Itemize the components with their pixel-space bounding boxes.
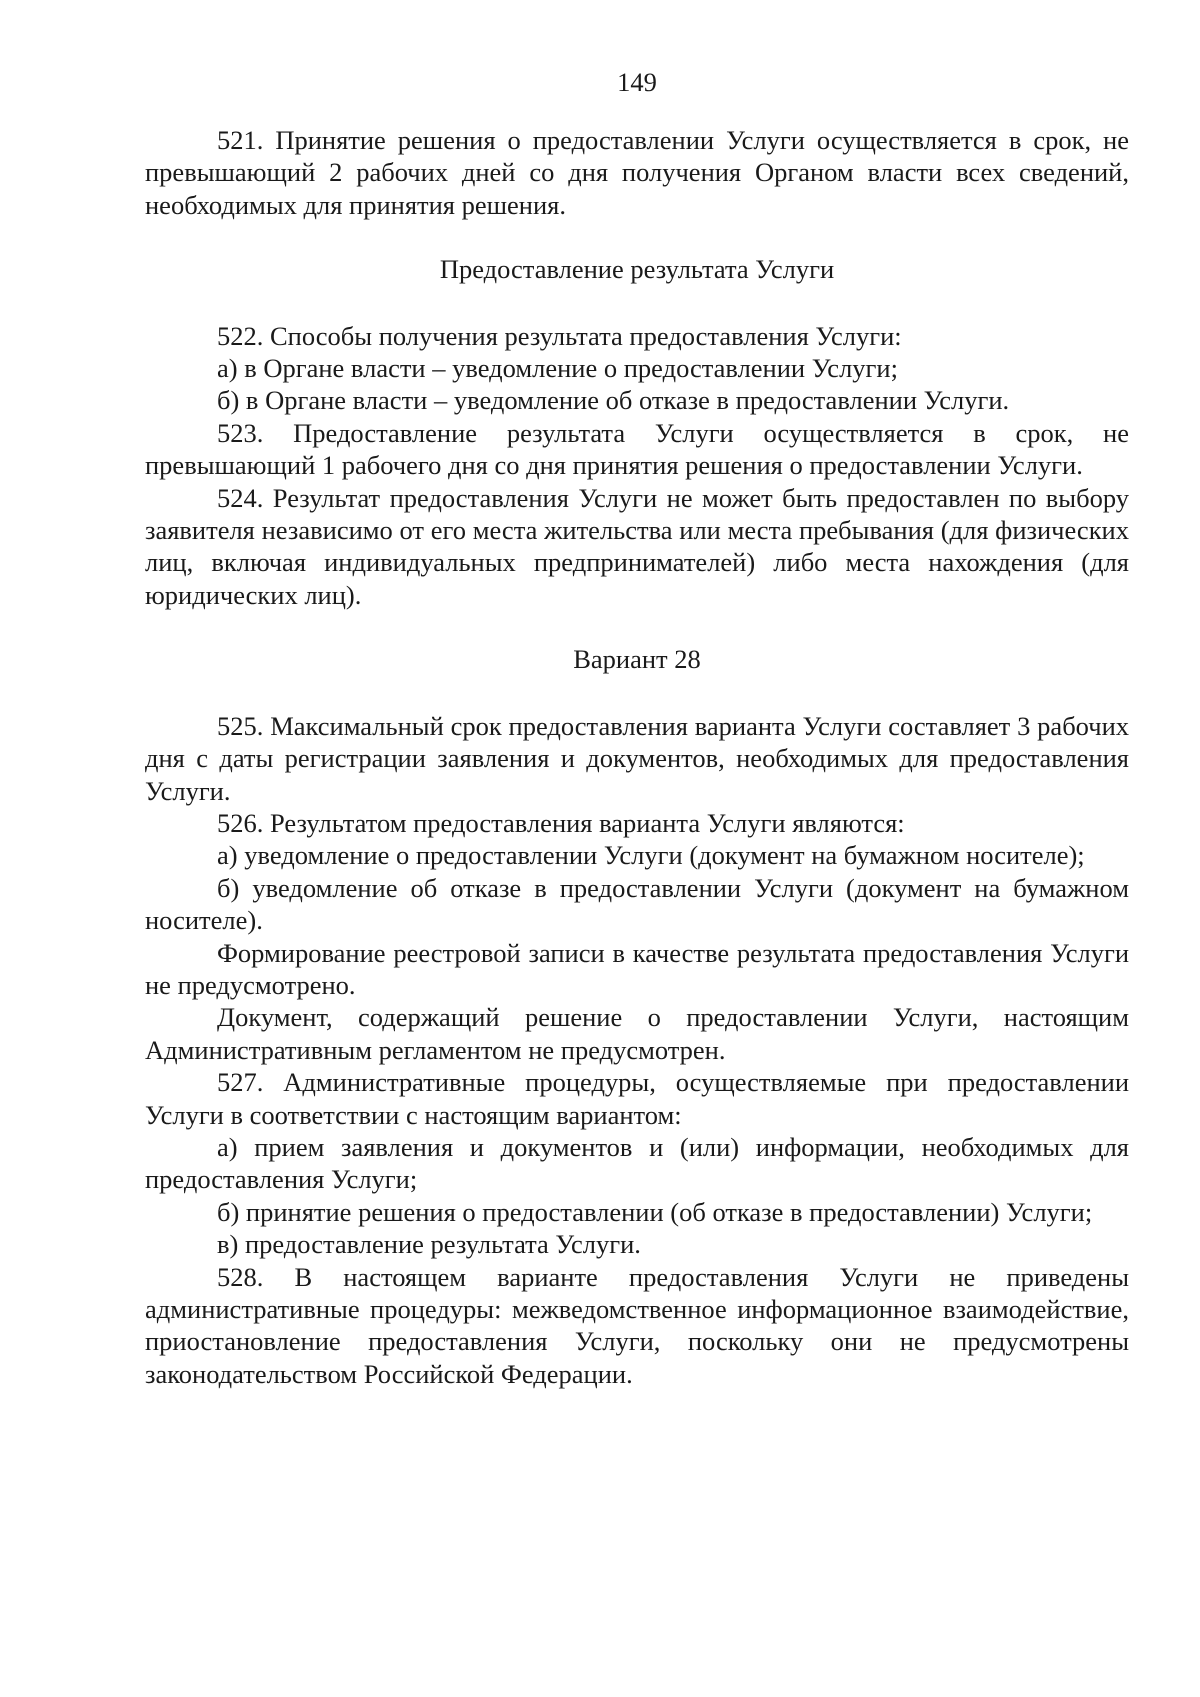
paragraph-522-a: а) в Органе власти – уведомление о предоставлении Услуги; xyxy=(217,353,898,384)
paragraph-523: 523. Предоставление результата Услуги осуществляется в срок, не превышающий 1 рабочего дня со дня принятия решения о предоставлении Услуги. xyxy=(145,417,1129,481)
paragraph-527-c: в) предоставление результата Услуги. xyxy=(217,1229,641,1260)
paragraph-527-b: б) принятие решения о предоставлении (об отказе в предоставлении) Услуги; xyxy=(217,1196,1093,1227)
spacer xyxy=(145,286,1129,320)
spacer xyxy=(145,676,1129,710)
paragraph-527: 527. Административные процедуры, осуществляемые при предоставлении Услуги в соответствии с настоящим вариантом: xyxy=(145,1067,1129,1130)
spacer xyxy=(145,221,1129,253)
page-number: 149 xyxy=(617,67,657,97)
paragraph-521: 521. Принятие решения о предоставлении Услуги осуществляется в срок, не превышающий 2 рабочих дней со дня получения Органом власти всех сведений, необходимых для принятия решения. xyxy=(145,125,1129,220)
paragraph-526-a: а) уведомление о предоставлении Услуги (документ на бумажном носителе); xyxy=(217,840,1085,871)
document-page xyxy=(145,66,1129,1390)
paragraph-decision-document: Документ, содержащий решение о предоставлении Услуги, настоящим Административным регламентом не предусмотрен. xyxy=(145,1002,1129,1065)
paragraph-528: 528. В настоящем варианте предоставления Услуги не приведены административные процедуры: межведомственное информационное взаимодействие, приостановление предоставления Услуги, поскольку они не предусмотрены законодательством Российской Федерации. xyxy=(145,1261,1129,1389)
paragraph-522: 522. Способы получения результата предоставления Услуги: xyxy=(217,320,902,351)
paragraph-526: 526. Результатом предоставления варианта Услуги являются: xyxy=(217,807,905,838)
paragraph-527-a: а) прием заявления и документов и (или) информации, необходимых для предоставления Услуги; xyxy=(145,1131,1129,1195)
spacer xyxy=(145,611,1129,643)
paragraph-registry-record: Формирование реестровой записи в качестве результата предоставления Услуги не предусмотрено. xyxy=(145,937,1129,1000)
section-heading-result: Предоставление результата Услуги xyxy=(439,254,835,285)
paragraph-524: 524. Результат предоставления Услуги не может быть предоставлен по выбору заявителя независимо от его места жительства или места пребывания (для физических лиц, включая индивидуальных предпринимателей) либо места нахождения (для юридических лиц). xyxy=(145,482,1129,610)
paragraph-526-b: б) уведомление об отказе в предоставлении Услуги (документ на бумажном носителе). xyxy=(145,872,1129,936)
paragraph-522-b: б) в Органе власти – уведомление об отказе в предоставлении Услуги. xyxy=(217,385,1010,416)
section-heading-variant-28: Вариант 28 xyxy=(573,644,701,675)
paragraph-525: 525. Максимальный срок предоставления варианта Услуги составляет 3 рабочих дня с даты регистрации заявления и документов, необходимых для предоставления Услуги. xyxy=(145,710,1129,806)
